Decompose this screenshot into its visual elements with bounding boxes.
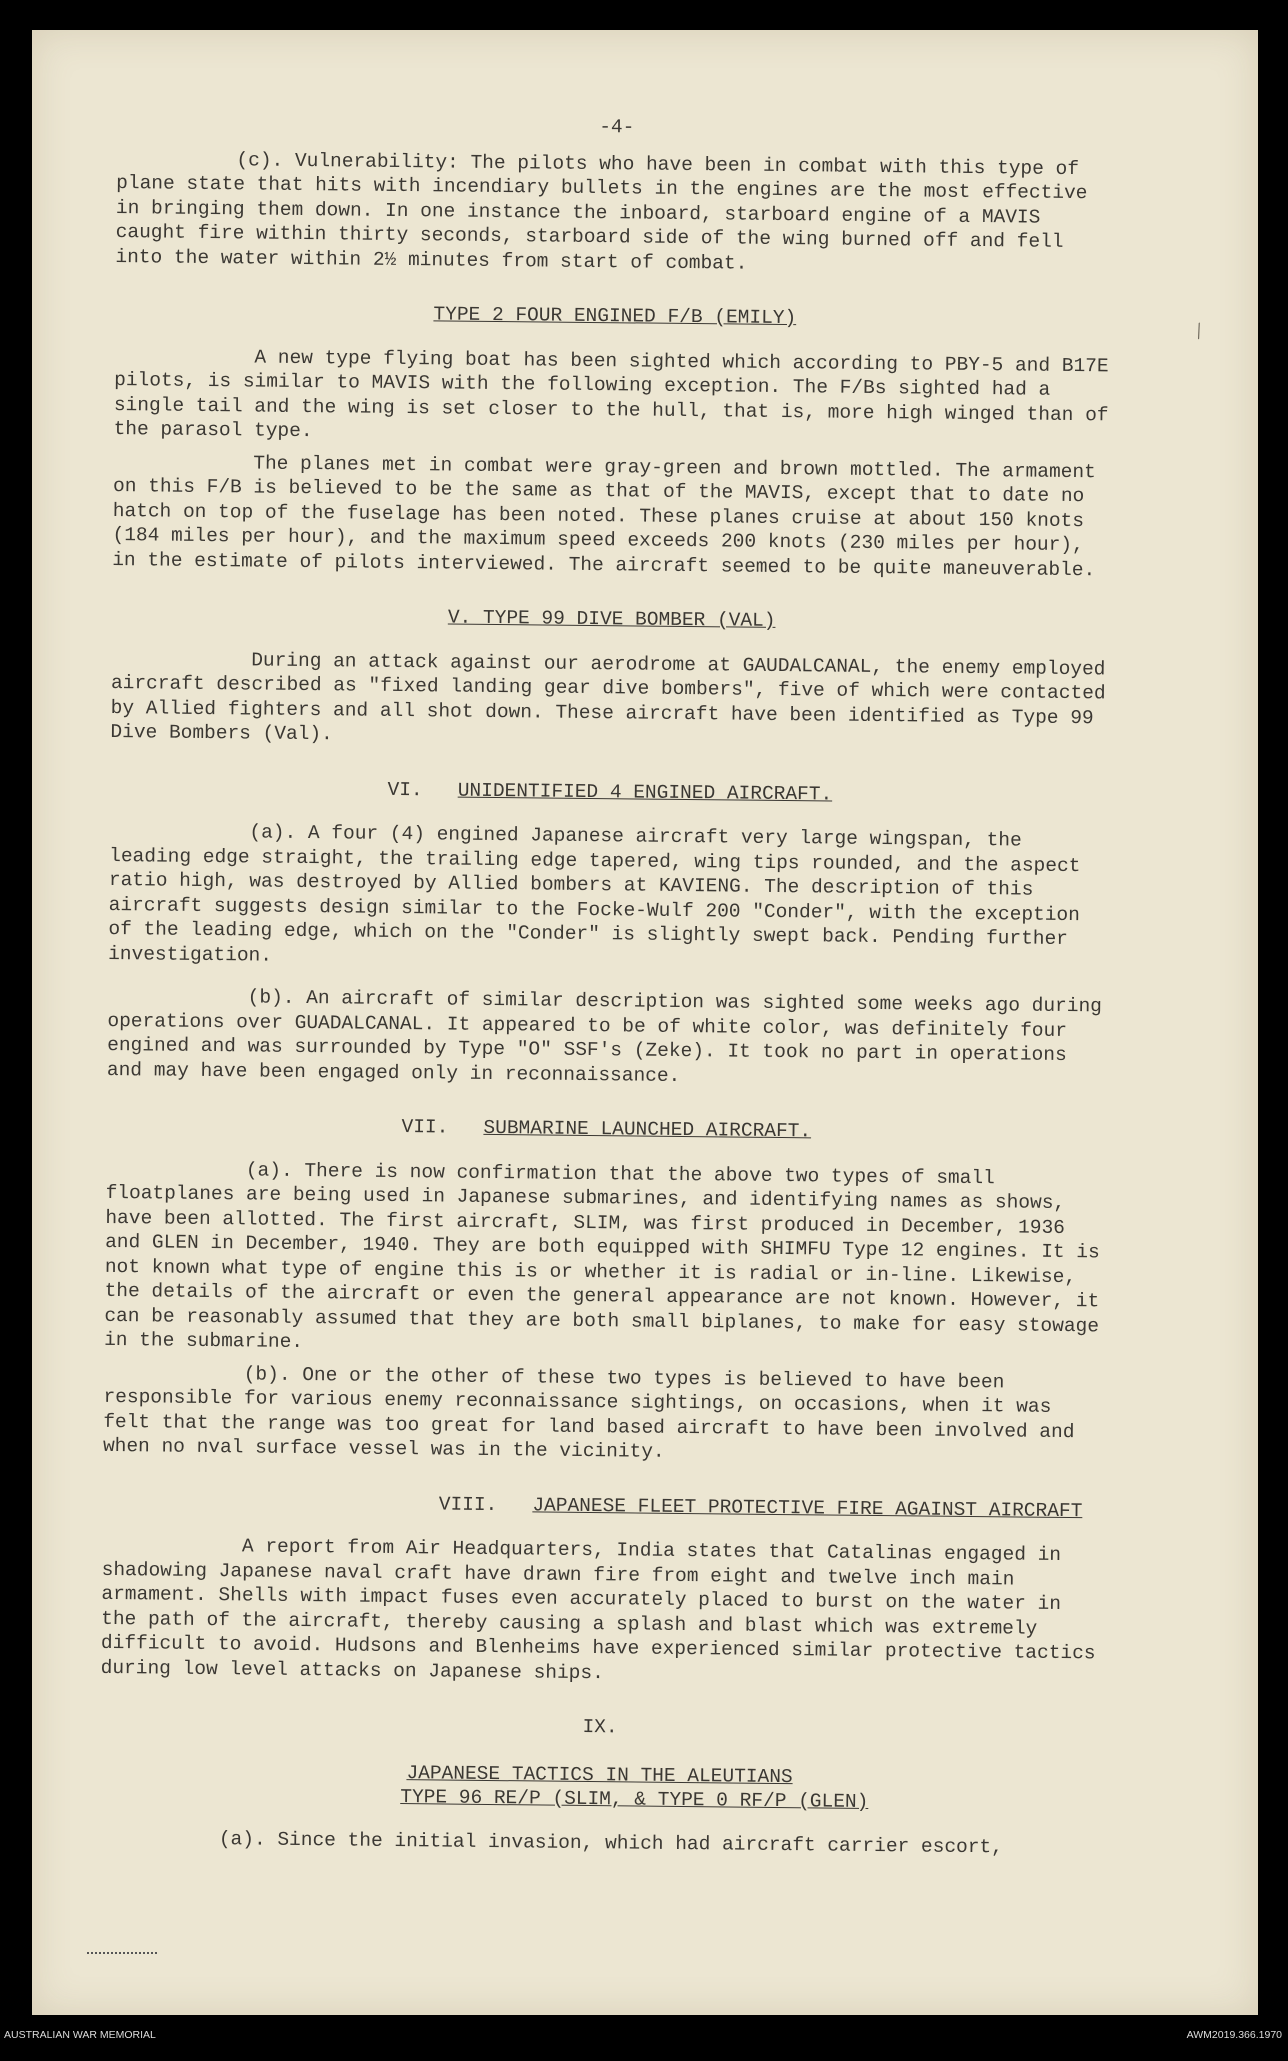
heading-unidentified-title: UNIDENTIFIED 4 ENGINED AIRCRAFT. [457, 779, 833, 806]
heading-submarine [106, 1112, 1106, 1147]
heading-aleutians-line-1 [99, 1710, 1100, 1792]
submarine-paragraph-b: (b). One or the other of these two types is believed to have been responsible for various enemy reconnaissance sightings, on occasions, when it was felt that the range was too great for land based aircraft to have been involved and when no nval surface vessel was in the vicinity. [102, 1362, 1075, 1463]
heading-fleet-fire [102, 1488, 1102, 1523]
heading-unidentified-number: VI. [387, 778, 423, 801]
document-page [32, 30, 1258, 2015]
page-number: -4- [599, 116, 635, 139]
unidentified-paragraph-b: (b). An aircraft of similar description was sighted some weeks ago during operations over GUADALCANAL. It appeared to be of white color, was definitely four engined and was surrounded by Type "O" SSF's (Zeke). It took no part in operations and may have been engaged only in reconnaissance. [106, 986, 1103, 1087]
document-body [99, 110, 1117, 1861]
heading-submarine-title: SUBMARINE LAUNCHED AIRCRAFT. [483, 1116, 812, 1143]
heading-emily [115, 299, 1115, 334]
heading-emily-title: TYPE 2 FOUR ENGINED F/B (EMILY) [433, 303, 797, 330]
heading-aleutians-title-1: JAPANESE TACTICS IN THE ALEUTIANS [406, 1762, 793, 1789]
heading-aleutians-number: IX. [582, 1715, 618, 1739]
vulnerability-paragraph: (c). Vulnerability: The pilots who have been in combat with this type of plane state that hits with incendiary bullets in the engines are the most effective in bringing them down. In one instance the inboard, starboard engine of a MAVIS caught fire within thirty seconds, starboard side of the wing burned off and fell into the water within 2½ minutes from start of combat. [115, 148, 1088, 275]
heading-val-title: V. TYPE 99 DIVE BOMBER (VAL) [447, 606, 776, 632]
emily-paragraph-1: A new type flying boat has been sighted which according to PBY-5 and B17E pilots, is similar to MAVIS with the following exception. The F/Bs sighted had a single tail and the wing is set closer to the hull, that is, more high winged than of the parasol type. [113, 345, 1109, 443]
heading-val [112, 602, 1112, 637]
scratch-mark [87, 1952, 157, 1960]
val-paragraph: During an attack against our aerodrome at GAUDALCANAL, the enemy employed aircraft described as "fixed landing gear dive bombers", five of which were contacted by Allied fighters and all shot down. These aircraft have been identified as Type 99 Dive Bombers (Val). [110, 648, 1106, 746]
heading-fleet-fire-number: VIII. [438, 1492, 498, 1516]
footer-accession-number: AWM2019.366.1970 [1186, 2029, 1282, 2041]
unidentified-paragraph-a: (a). A four (4) engined Japanese aircraft very large wingspan, the leading edge straight, the trailing edge tapered, wing tips rounded, and the aspect ratio high, was destroyed by Allied bombers at KAVIENG. The description of this aircraft suggests design similar to the Focke-Wulf 200 "Conder", with the exception of the leading edge, which on the "Conder" is slightly swept back. Pending further investigation. [108, 821, 1081, 967]
submarine-paragraph-a: (a). There is now confirmation that the above two types of small floatplanes are being used in Japanese submarines, and identifying names as shows, have been allotted. The first aircraft, SLIM, was first produced in December, 1936 and GLEN in December, 1940. They are both equipped with SHIMFU Type 12 engines. It is not known what type of engine this is or whether it is radial or in-line. Likewise, the details of the aircraft or even the general appearance are not known. However, it can be reasonably assumed that they are both small biplanes, to make for easy stowage in the submarine. [104, 1158, 1100, 1354]
heading-fleet-fire-title: JAPANESE FLEET PROTECTIVE FIRE AGAINST AIRCRAFT [532, 1493, 1083, 1522]
archive-footer [0, 2015, 1288, 2061]
pencil-mark-icon: ⁄ [1188, 318, 1211, 347]
heading-submarine-number: VII. [401, 1116, 449, 1139]
heading-aleutians-title-2: TYPE 96 RE/P (SLIM, & TYPE 0 RF/P (GLEN) [400, 1786, 869, 1813]
fleet-fire-paragraph: A report from Air Headquarters, India states that Catalinas engaged in shadowing Japanese naval craft have drawn fire from eight and twelve inch main armament. Shells with impact fuses even accurately placed to burst on the water in the path of the aircraft, thereby causing a splash and blast which was extremely difficult to avoid. Hudsons and Blenheims have experienced similar protective tactics during low level attacks on Japanese ships. [100, 1535, 1096, 1684]
emily-paragraph-2: The planes met in combat were gray-green and brown mottled. The armament on this F/B is believed to be the same as that of the MAVIS, except that to date no hatch on top of the fuselage has been noted. These planes cruise at about 150 knots (184 miles per hour), and the maximum speed exceeds 200 knots (230 miles per hour), in the estimate of pilots interviewed. The aircraft seemed to be quite maneuverable. [112, 451, 1096, 581]
heading-unidentified [110, 774, 1110, 809]
aleutians-paragraph-a: (a). Since the initial invasion, which had aircraft carrier escort, [218, 1828, 1004, 1859]
footer-institution: AUSTRALIAN WAR MEMORIAL [4, 2029, 156, 2041]
heading-aleutians [99, 1710, 1100, 1816]
